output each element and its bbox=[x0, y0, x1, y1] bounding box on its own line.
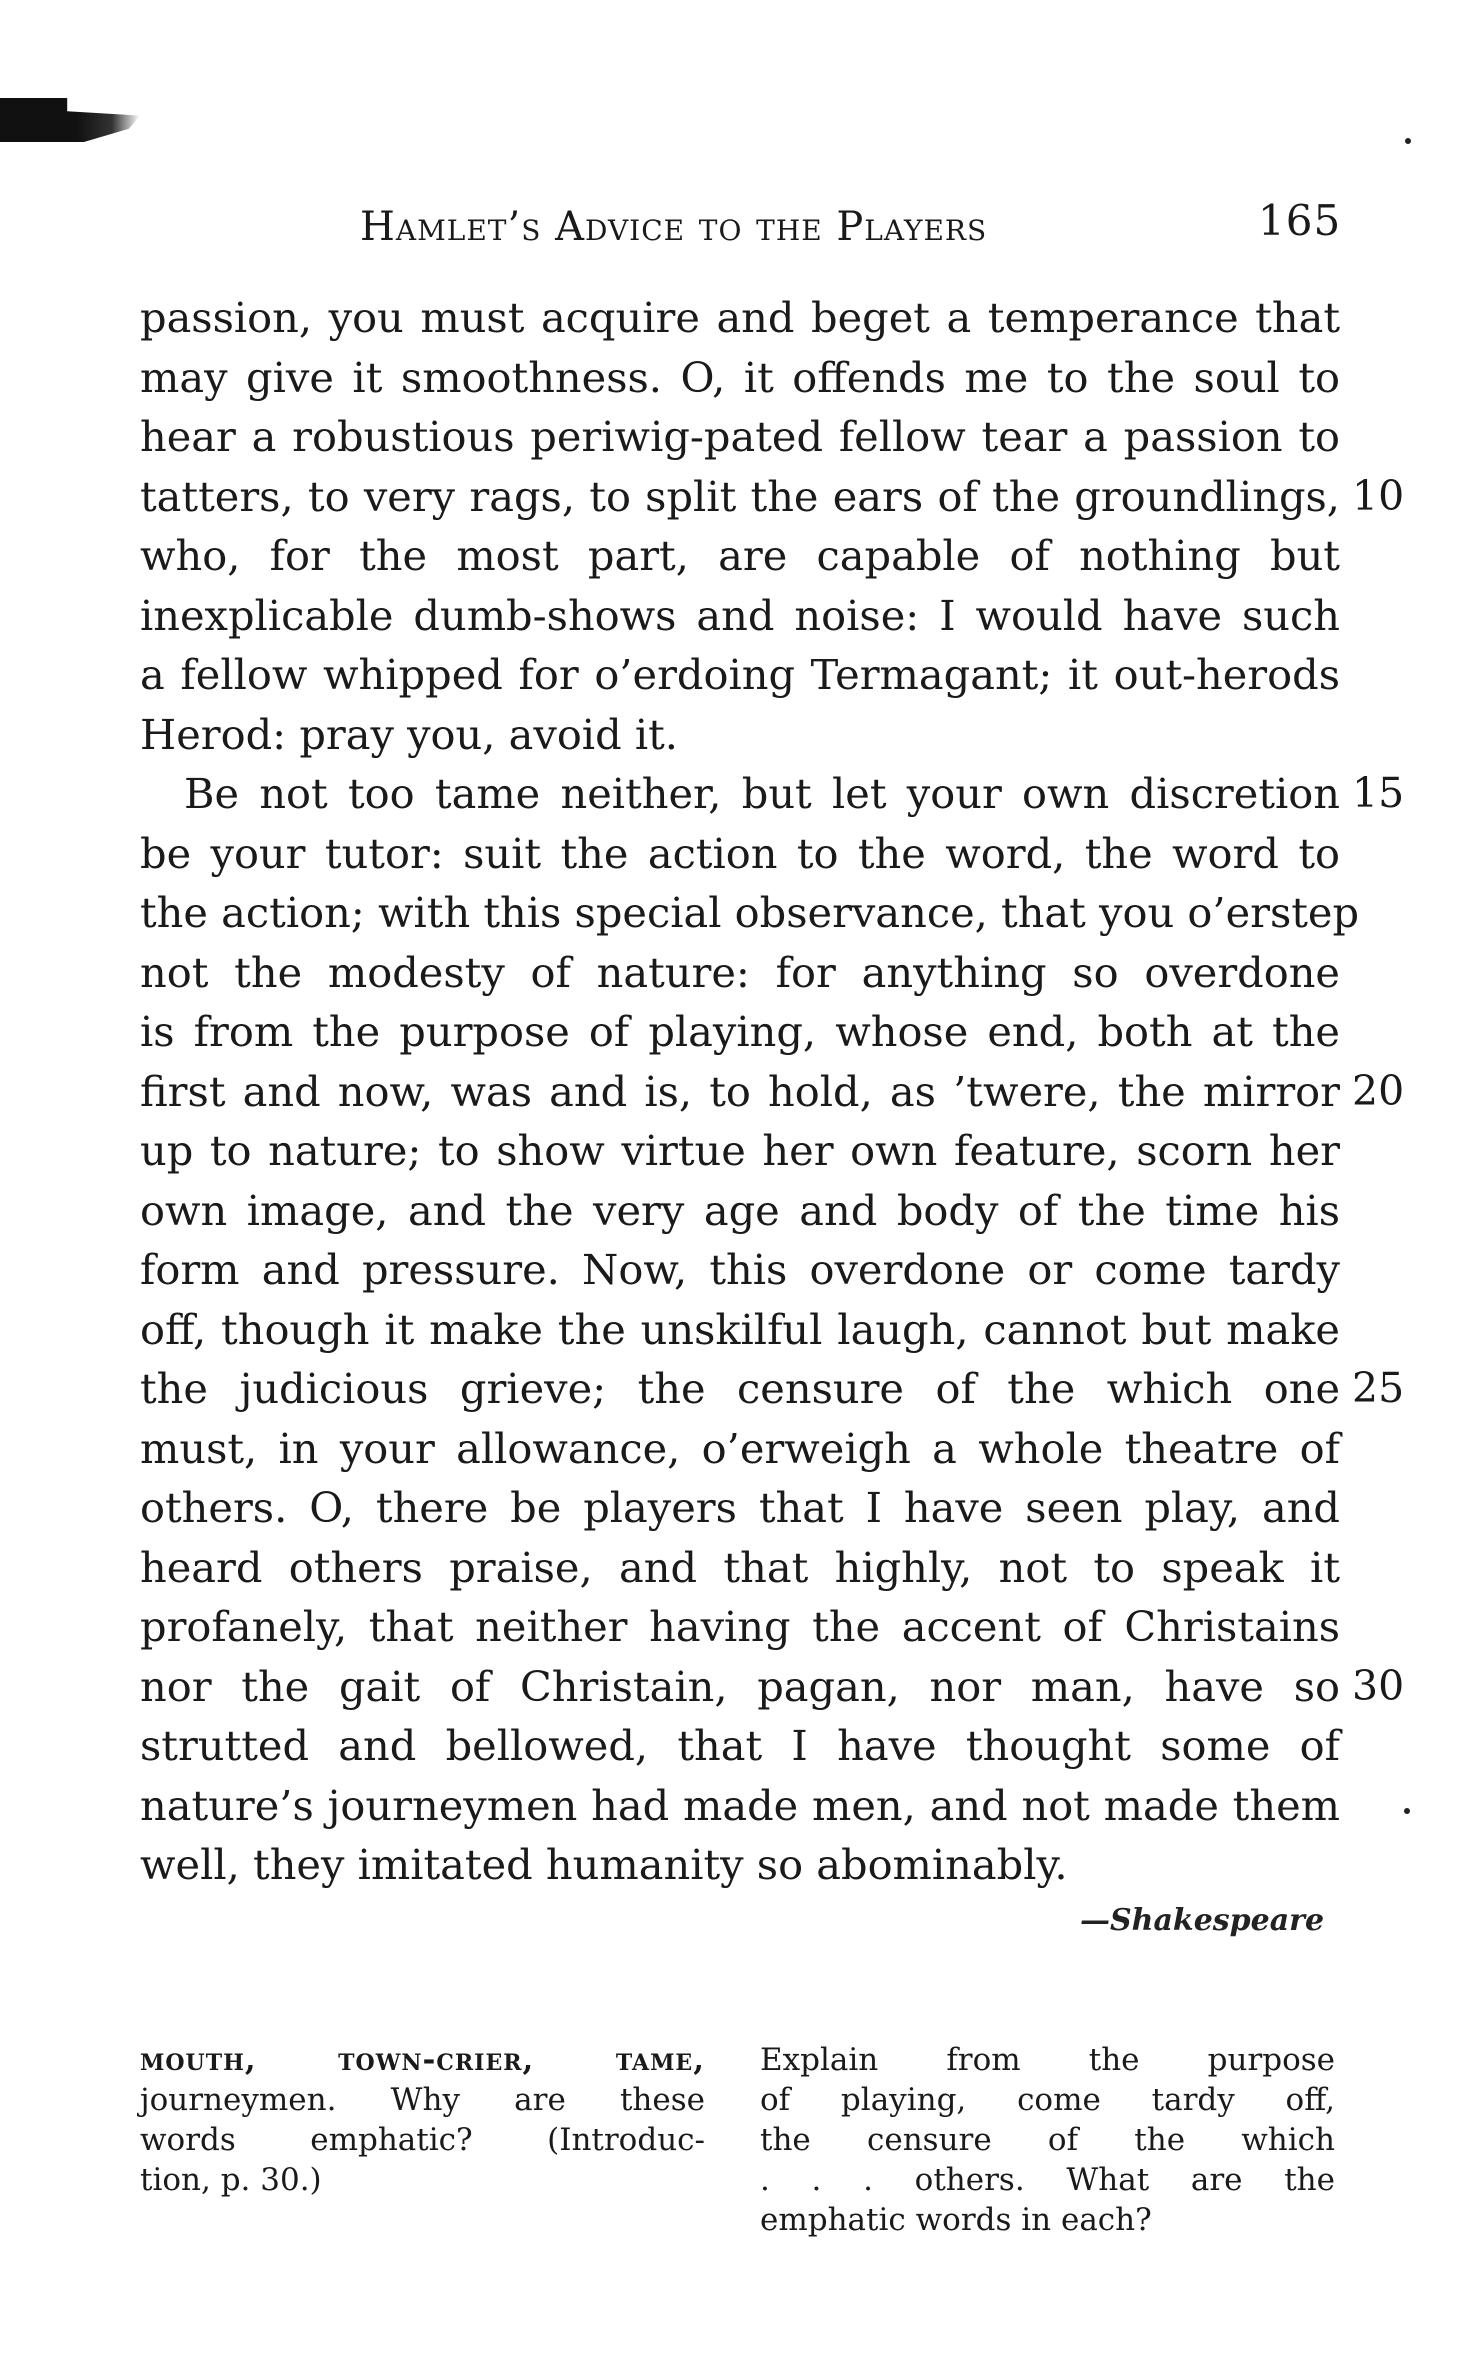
text-line: others. O, there be players that I have seen play, and bbox=[140, 1483, 1340, 1532]
note-line: of playing, come tardy off, bbox=[760, 2082, 1335, 2118]
note-line: . . . others. What are the bbox=[760, 2162, 1335, 2198]
text-line: be your tutor: suit the action to the word, the word to bbox=[140, 828, 1340, 878]
text-line-content: Be not too tame neither, but let your own discretion bbox=[184, 769, 1340, 818]
text-line bbox=[140, 1062, 1405, 1122]
scan-speck bbox=[1404, 1808, 1410, 1814]
text-line: well, they imitated humanity so abominably. bbox=[140, 1840, 1068, 1889]
page-number: 165 bbox=[1258, 196, 1342, 245]
text-line: strutted and bellowed, that I have thought some of bbox=[140, 1721, 1340, 1770]
study-note-left bbox=[140, 2040, 705, 2200]
text-line: nature’s journeymen had made men, and not made them bbox=[140, 1780, 1340, 1830]
scan-corner-mark bbox=[0, 98, 140, 142]
line-number: 20 bbox=[1352, 1066, 1405, 1115]
line-number: 15 bbox=[1352, 769, 1405, 817]
text-line: off, though it make the unskilful laugh, cannot but make bbox=[140, 1304, 1340, 1354]
text-line: may give it smoothness. O, it offends me to the soul to bbox=[140, 352, 1340, 402]
study-note-right bbox=[760, 2040, 1335, 2240]
text-line: a fellow whipped for o’erdoing Termagant; it out-herods bbox=[140, 650, 1340, 699]
text-line bbox=[140, 467, 1405, 527]
text-line: up to nature; to show virtue her own feature, scorn her bbox=[140, 1126, 1340, 1175]
text-line: Herod: pray you, avoid it. bbox=[140, 709, 678, 759]
text-line-content: tatters, to very rags, to split the ears of the groundlings, bbox=[140, 471, 1340, 521]
note-text: mouth, town-crier, tame, bbox=[140, 2042, 705, 2078]
text-line: profanely, that neither having the accent of Christains bbox=[140, 1602, 1340, 1651]
text-line: hear a robustious periwig-pated fellow tear a passion to bbox=[140, 412, 1340, 461]
text-line: form and pressure. Now, this overdone or come tardy bbox=[140, 1245, 1340, 1294]
text-line: who, for the most part, are capable of nothing but bbox=[140, 531, 1340, 580]
text-line: the action; with this special observance, that you o’erstep bbox=[140, 888, 1360, 937]
text-line: passion, you must acquire and beget a temperance that bbox=[140, 293, 1340, 342]
note-line: the censure of the which bbox=[760, 2122, 1335, 2158]
note-line bbox=[140, 2040, 705, 2080]
text-line: must, in your allowance, o’erweigh a whole theatre of bbox=[140, 1423, 1340, 1473]
text-line: heard others praise, and that highly, not to speak it bbox=[140, 1542, 1340, 1592]
text-line bbox=[140, 1657, 1405, 1717]
line-number: 10 bbox=[1352, 471, 1405, 520]
text-line-content: first and now, was and is, to hold, as ’twere, the mirror bbox=[140, 1066, 1340, 1116]
body-text bbox=[140, 288, 1405, 1895]
scan-speck bbox=[1405, 138, 1411, 144]
text-line-content: nor the gait of Christain, pagan, nor man, have so bbox=[140, 1661, 1340, 1711]
text-line bbox=[140, 764, 1405, 824]
line-number: 30 bbox=[1352, 1661, 1405, 1710]
text-line: own image, and the very age and body of the time his bbox=[140, 1185, 1340, 1235]
line-number: 25 bbox=[1352, 1364, 1405, 1412]
text-line: inexplicable dumb-shows and noise: I would have such bbox=[140, 590, 1340, 640]
note-line: journeymen. Why are these bbox=[140, 2082, 705, 2118]
text-line: is from the purpose of playing, whose end, both at the bbox=[140, 1007, 1340, 1056]
text-line bbox=[140, 1359, 1405, 1419]
note-line: words emphatic? (Introduc- bbox=[140, 2122, 705, 2158]
note-line: Explain from the purpose bbox=[760, 2042, 1335, 2078]
text-line-content: the judicious grieve; the censure of the which one bbox=[140, 1364, 1340, 1413]
attribution: —Shakespeare bbox=[1080, 1903, 1325, 1938]
note-line: tion, p. 30.) bbox=[140, 2162, 322, 2198]
text-line: not the modesty of nature: for anything so overdone bbox=[140, 947, 1340, 997]
running-title: Hamlet’s Advice to the Players bbox=[360, 204, 988, 250]
note-line: emphatic words in each? bbox=[760, 2202, 1152, 2238]
